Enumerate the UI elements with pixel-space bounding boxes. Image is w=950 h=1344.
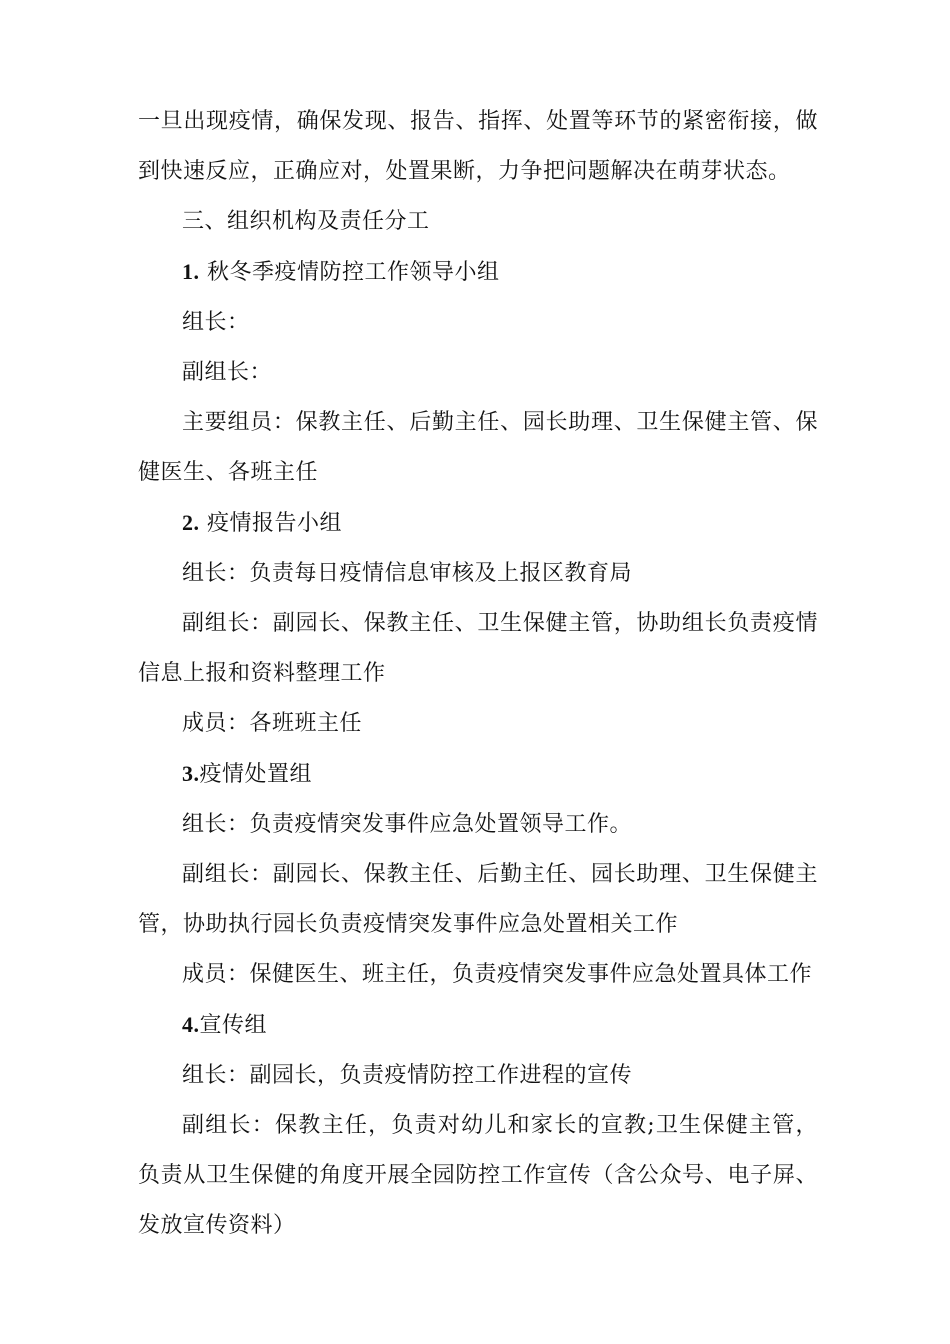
paragraph-deputy-leader: 副组长： bbox=[182, 360, 273, 385]
paragraph-report-deputy: 副组长：副园长、保教主任、卫生保健主管，协助组长负责疫情信息上报和资料整理工作 bbox=[138, 611, 818, 686]
paragraph-response-deputy: 副组长：副园长、保教主任、后勤主任、园长助理、卫生保健主管，协助执行园长负责疫情突发事件应急处置相关工作 bbox=[138, 862, 818, 937]
section-heading-organization: 三、组织机构及责任分工 bbox=[182, 209, 430, 234]
subheading-leadership-group bbox=[138, 247, 818, 298]
subheading-report-group bbox=[138, 498, 818, 549]
subheading-text: 宣传组 bbox=[199, 1013, 268, 1038]
paragraph-report-leader: 组长：负责每日疫情信息审核及上报区教育局 bbox=[182, 561, 633, 586]
paragraph-response-members: 成员：保健医生、班主任，负责疫情突发事件应急处置具体工作 bbox=[182, 962, 813, 987]
list-number: 2. bbox=[182, 510, 200, 535]
list-number: 3. bbox=[182, 761, 200, 786]
document-body bbox=[138, 97, 818, 1251]
paragraph-main-members: 主要组员：保教主任、后勤主任、园长助理、卫生保健主管、保健医生、各班主任 bbox=[138, 410, 818, 485]
subheading-text: 疫情处置组 bbox=[199, 762, 313, 787]
paragraph-publicity-leader: 组长：副园长，负责疫情防控工作进程的宣传 bbox=[182, 1063, 633, 1088]
paragraph-response-leader: 组长：负责疫情突发事件应急处置领导工作。 bbox=[182, 812, 633, 837]
paragraph-leader: 组长： bbox=[182, 310, 250, 335]
list-number: 4. bbox=[182, 1012, 200, 1037]
subheading-publicity-group bbox=[138, 1000, 818, 1051]
subheading-text: 疫情报告小组 bbox=[199, 511, 342, 536]
subheading-text: 秋冬季疫情防控工作领导小组 bbox=[199, 260, 500, 285]
subheading-response-group bbox=[138, 749, 818, 800]
paragraph-report-members: 成员：各班班主任 bbox=[182, 711, 363, 736]
paragraph-publicity-deputy: 副组长：保教主任，负责对幼儿和家长的宣教;卫生保健主管，负责从卫生保健的角度开展全园防控工作宣传（含公众号、电子屏、发放宣传资料） bbox=[138, 1113, 818, 1238]
paragraph-intro-continuation: 一旦出现疫情，确保发现、报告、指挥、处置等环节的紧密衔接，做到快速反应，正确应对，处置果断，力争把问题解决在萌芽状态。 bbox=[138, 109, 818, 184]
list-number: 1. bbox=[182, 259, 200, 284]
